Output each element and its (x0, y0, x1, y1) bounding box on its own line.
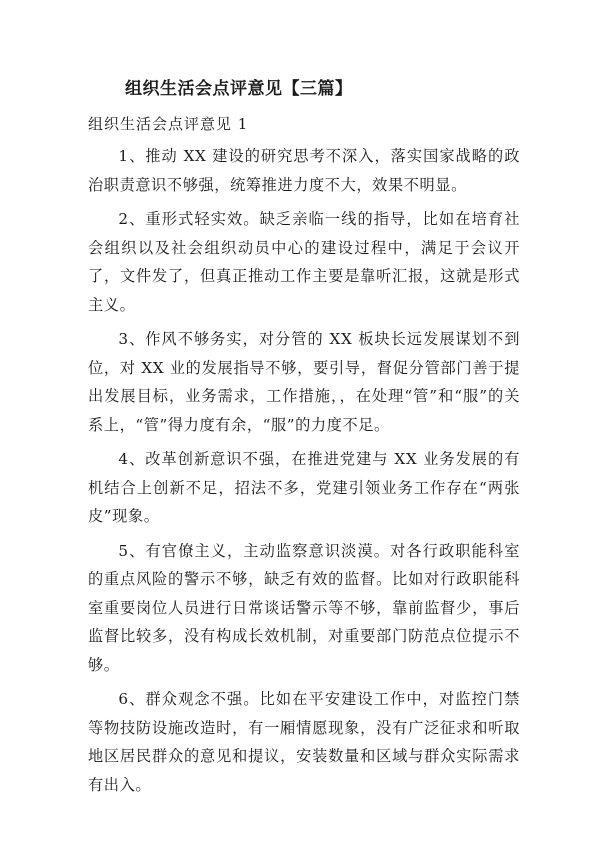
document-subtitle: 组织生活会点评意见 1 (88, 115, 249, 133)
paragraph-1: 1、推动 XX 建设的研究思考不深入，落实国家战略的政治职责意识不够强，统筹推进力度不大，效果不明显。 (88, 147, 520, 194)
paragraph-4: 4、改革创新意识不强，在推进党建与 XX 业务发展的有机结合上创新不足，招法不多，党建引领业务工作存在“两张皮”现象。 (88, 450, 520, 525)
paragraph-2: 2、重形式轻实效。缺乏亲临一线的指导，比如在培育社会组织以及社会组织动员中心的建设过程中，满足于会议开了，文件发了，但真正推动工作主要是靠听汇报，这就是形式主义。 (88, 210, 520, 314)
document-body (88, 142, 520, 805)
paragraph-5: 5、有官僚主义，主动监察意识淡漠。对各行政职能科室的重点风险的警示不够，缺乏有效的监督。比如对行政职能科室重要岗位人员进行日常谈话警示等不够，靠前监督少，事后监督比较多，没有构成长效机制，对重要部门防范点位提示不够。 (88, 541, 520, 674)
paragraph-6: 6、群众观念不强。比如在平安建设工作中，对监控门禁等物技防设施改造时，有一厢情愿现象，没有广泛征求和听取地区居民群众的意见和提议，安装数量和区域与群众实际需求有出入。 (88, 690, 520, 794)
paragraph-3: 3、作风不够务实，对分管的 XX 板块长远发展谋划不到位，对 XX 业的发展指导不够，要引导，督促分管部门善于提出发展目标，业务需求，工作措施，，在处理“管”和“服”的关系上，“管”得力度有余，“服”的力度不足。 (88, 330, 520, 434)
document-title: 组织生活会点评意见【三篇】 (125, 79, 353, 99)
